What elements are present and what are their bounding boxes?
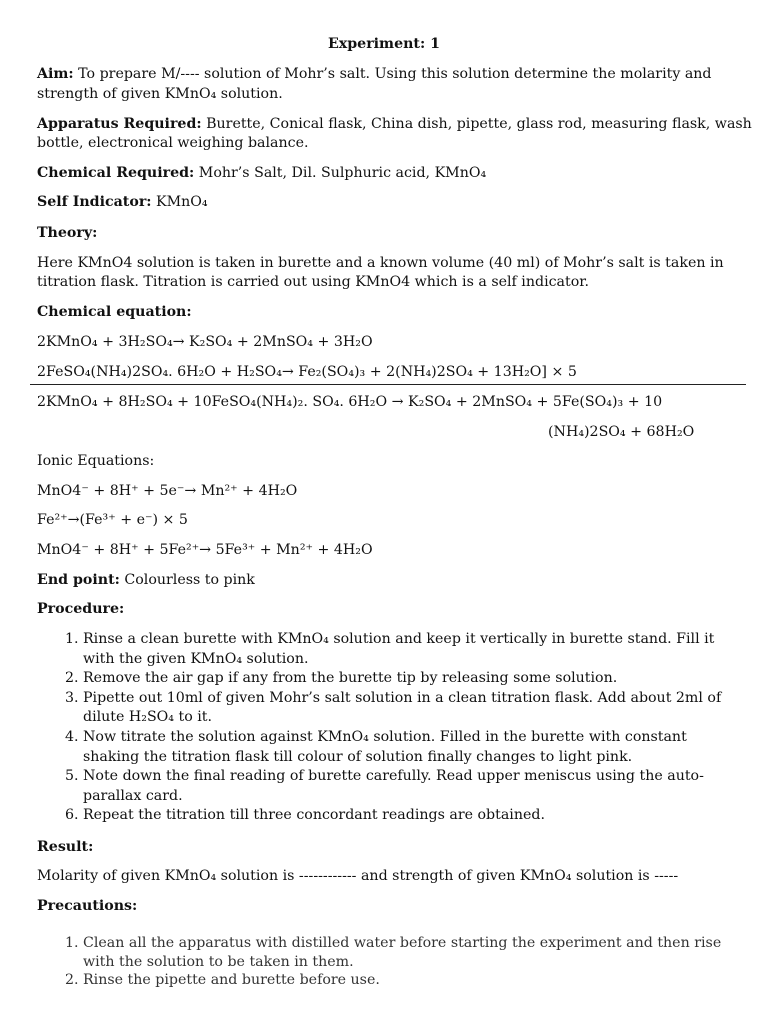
ionic-equation-1: MnO4⁻ + 8H⁺ + 5e⁻→ Mn²⁺ + 4H₂O (37, 483, 298, 499)
apparatus-text-2: bottle, electronical weighing balance. (37, 135, 309, 151)
apparatus-line-1 (37, 115, 752, 133)
endpoint-line (37, 571, 738, 589)
chemical-label: Chemical Required: (37, 165, 195, 181)
chemical-text: Mohr’s Salt, Dil. Sulphuric acid, KMnO₄ (194, 165, 487, 181)
ionic-equation-2: Fe²⁺→(Fe³⁺ + e⁻) × 5 (37, 512, 188, 528)
chemical-line (37, 164, 738, 182)
result-text: Molarity of given KMnO₄ solution is ------------ and strength of given KMnO₄ solution is ----- (37, 868, 679, 884)
aim-text-1: To prepare M/---- solution of Mohr’s salt. Using this solution determine the molarity and (73, 66, 712, 82)
procedure-list (37, 630, 744, 826)
precautions-list (37, 934, 744, 990)
indicator-line (37, 193, 738, 211)
equation-sum-rule (30, 384, 746, 385)
aim-line-1 (37, 65, 738, 83)
apparatus-label: Apparatus Required: (37, 116, 202, 132)
procedure-step: 5. Note down the final reading of burette carefully. Read upper meniscus using the auto-parallax card. (83, 767, 744, 806)
procedure-step: 6. Repeat the titration till three concordant readings are obtained. (83, 806, 744, 826)
procedure-step: 4. Now titrate the solution against KMnO₄ solution. Filled in the burette with constant shaking the titration flask till colour of solution finally changes to light pink. (83, 728, 744, 767)
aim-text-2: strength of given KMnO₄ solution. (37, 86, 283, 102)
chemical-equation-heading: Chemical equation: (37, 304, 192, 320)
precautions-heading: Precautions: (37, 898, 138, 914)
equation-2: 2FeSO₄(NH₄)2SO₄. 6H₂O + H₂SO₄→ Fe₂(SO₄)₃ + 2(NH₄)2SO₄ + 13H₂O] × 5 (37, 364, 577, 380)
equation-1: 2KMnO₄ + 3H₂SO₄→ K₂SO₄ + 2MnSO₄ + 3H₂O (37, 334, 373, 350)
precaution-item: 2. Rinse the pipette and burette before use. (83, 971, 744, 990)
ionic-equation-3: MnO4⁻ + 8H⁺ + 5Fe²⁺→ 5Fe³⁺ + Mn²⁺ + 4H₂O (37, 542, 373, 558)
apparatus-text-1: Burette, Conical flask, China dish, pipette, glass rod, measuring flask, wash (201, 116, 752, 132)
procedure-heading: Procedure: (37, 601, 125, 617)
ionic-equations-heading: Ionic Equations: (37, 453, 155, 469)
procedure-step: 2. Remove the air gap if any from the burette tip by releasing some solution. (83, 669, 744, 689)
equation-3-continued: (NH₄)2SO₄ + 68H₂O (548, 424, 695, 440)
experiment-title: Experiment: 1 (327, 36, 441, 52)
theory-text-2: titration flask. Titration is carried out using KMnO4 which is a self indicator. (37, 274, 589, 290)
indicator-label: Self Indicator: (37, 194, 152, 210)
endpoint-label: End point: (37, 572, 120, 588)
theory-text-1: Here KMnO4 solution is taken in burette and a known volume (40 ml) of Mohr’s salt is taken in (37, 255, 724, 271)
procedure-step: 1. Rinse a clean burette with KMnO₄ solution and keep it vertically in burette stand. Fill it with the given KMnO₄ solution. (83, 630, 744, 669)
result-heading: Result: (37, 839, 94, 855)
procedure-step: 3. Pipette out 10ml of given Mohr’s salt solution in a clean titration flask. Add about 2ml of dilute H₂SO₄ to it. (83, 689, 744, 728)
indicator-text: KMnO₄ (151, 194, 208, 210)
theory-heading: Theory: (37, 225, 98, 241)
precaution-item: 1. Clean all the apparatus with distilled water before starting the experiment and then rise with the solution to be taken in them. (83, 934, 744, 971)
endpoint-text: Colourless to pink (119, 572, 255, 588)
equation-3: 2KMnO₄ + 8H₂SO₄ + 10FeSO₄(NH₄)₂. SO₄. 6H₂O → K₂SO₄ + 2MnSO₄ + 5Fe(SO₄)₃ + 10 (37, 394, 663, 410)
aim-label: Aim: (37, 66, 74, 82)
